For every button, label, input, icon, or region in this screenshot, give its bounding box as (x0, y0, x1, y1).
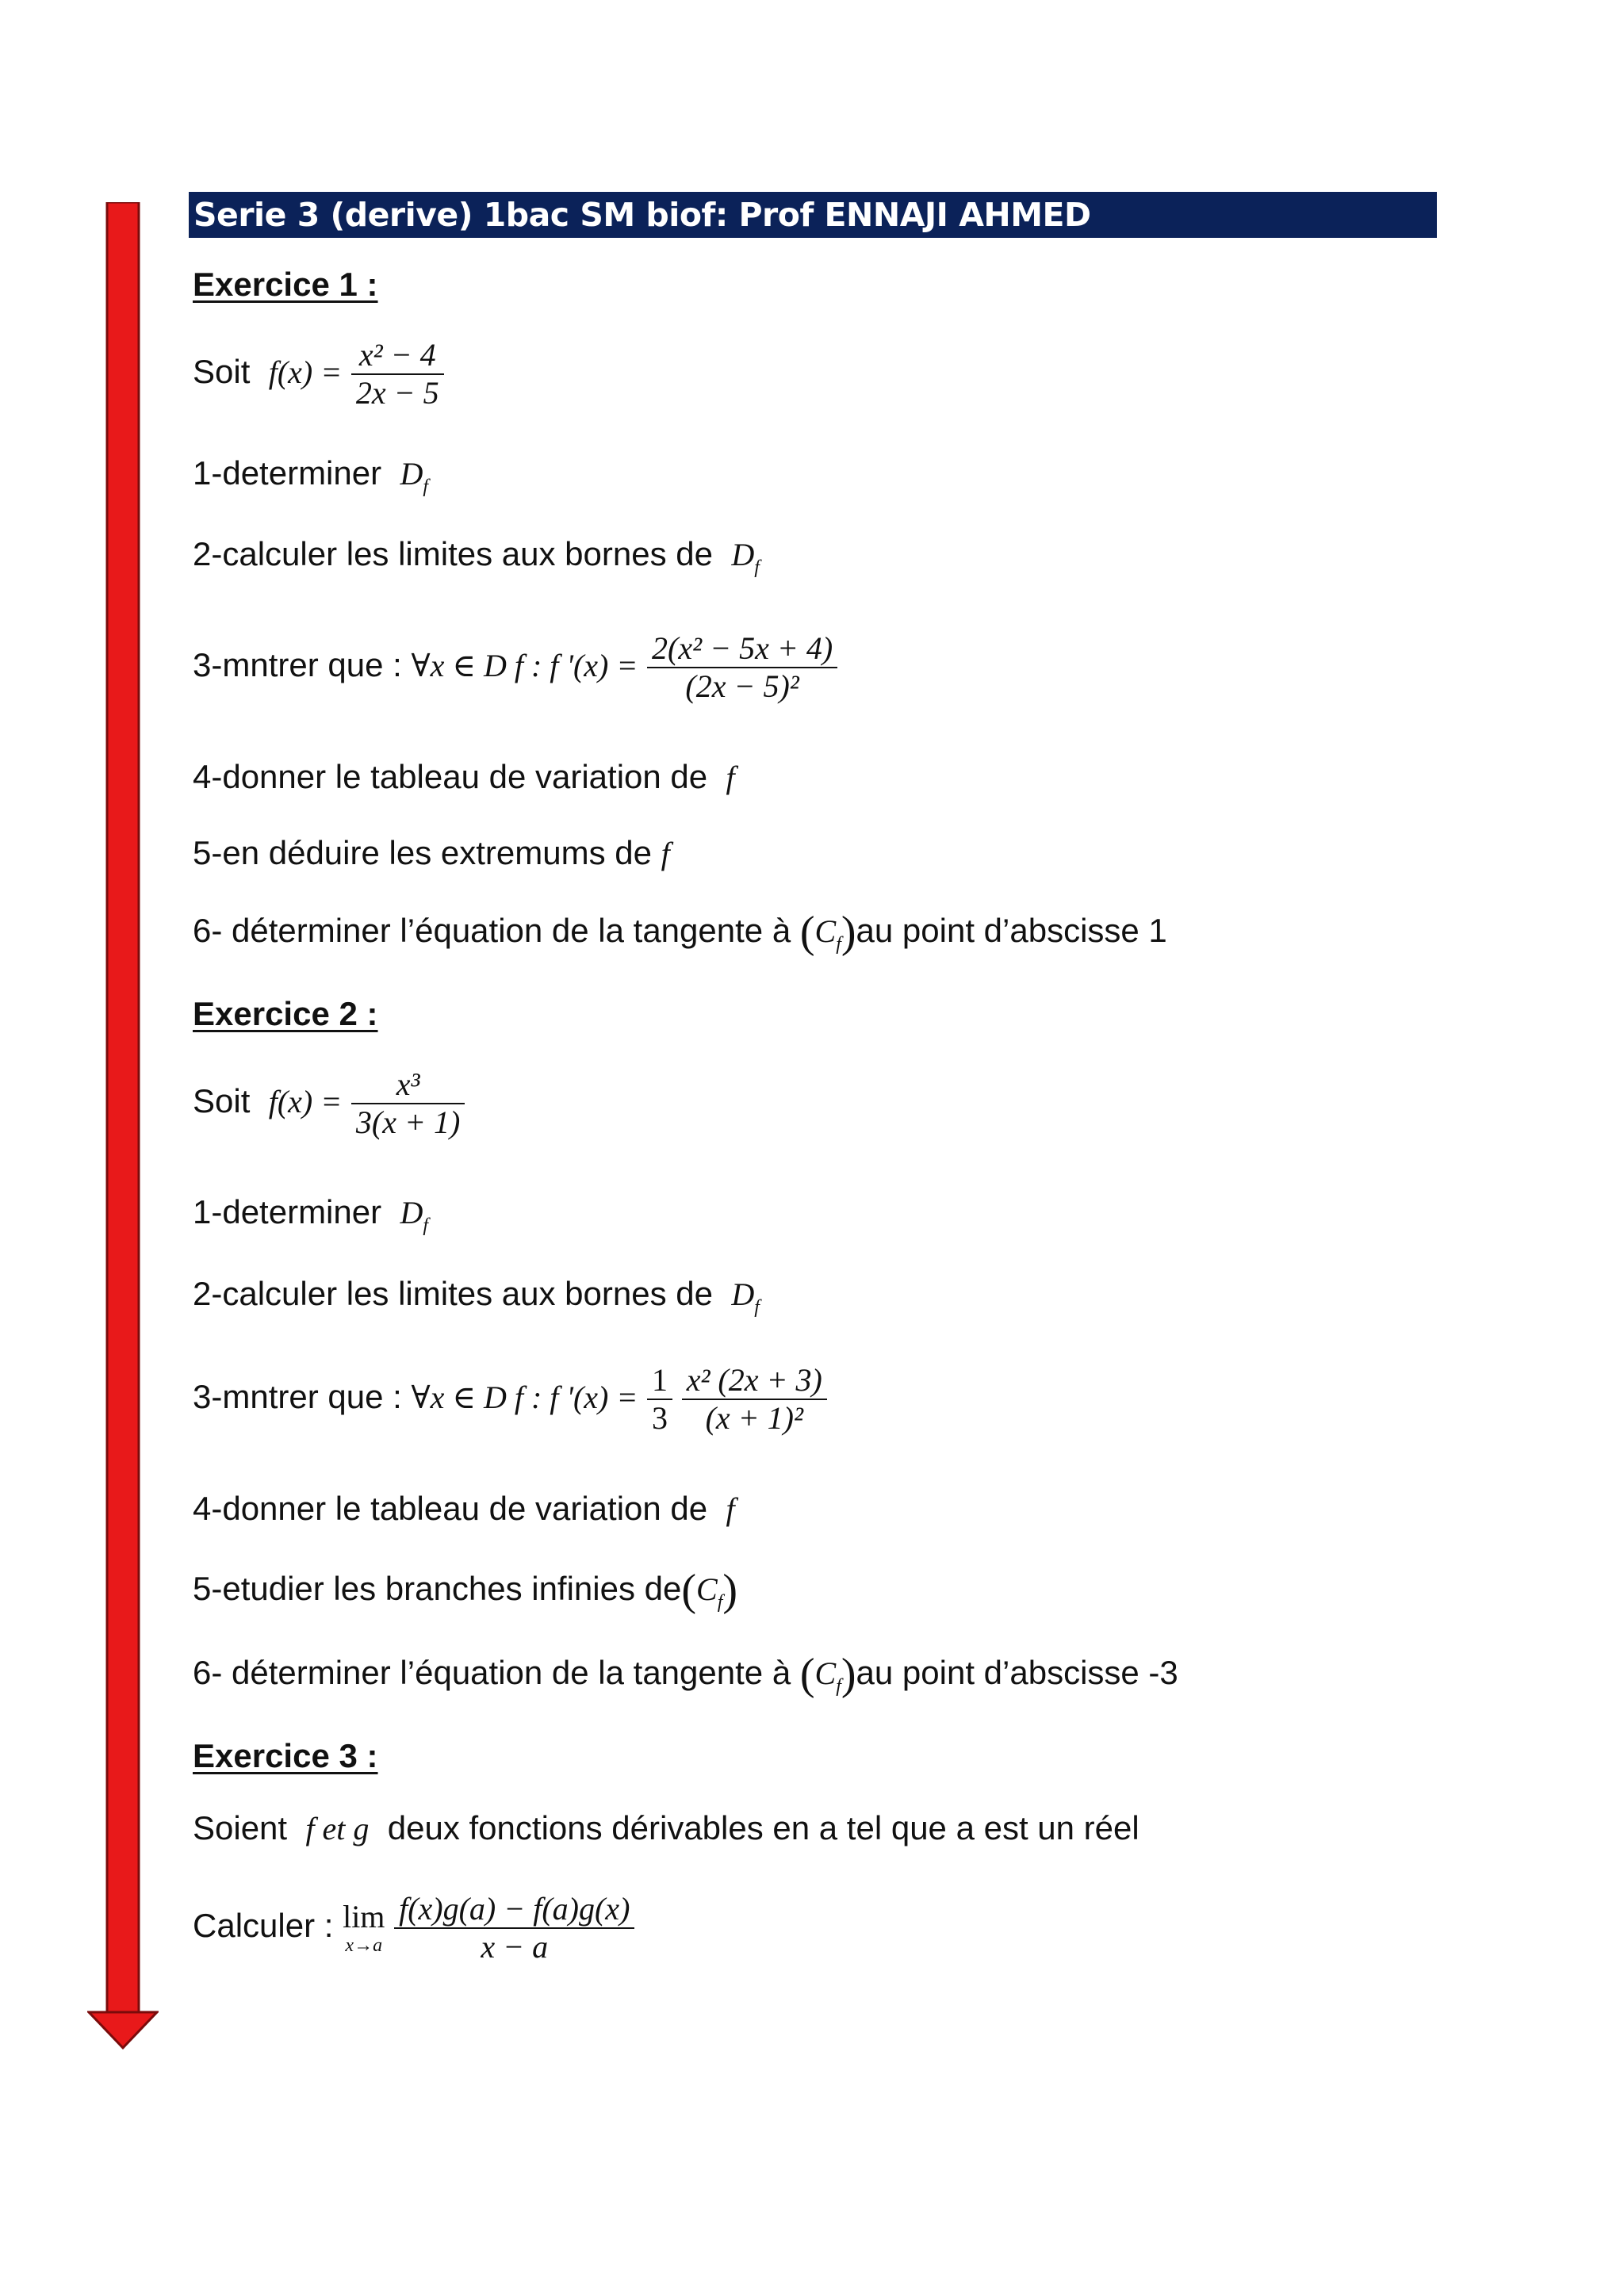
ex3-f-and-g: f et g (305, 1811, 370, 1846)
function-symbol: f (661, 836, 670, 871)
ex1-question-2 (193, 535, 760, 578)
ex1-question-3 (193, 630, 837, 705)
ex2-q6-text-b: au point d’abscisse -3 (856, 1654, 1178, 1691)
ex1-question-1 (193, 454, 429, 497)
ex2-fraction (351, 1066, 465, 1141)
ex3-text: deux fonctions dérivables en a tel que a est un réel (387, 1809, 1139, 1846)
function-symbol: f (726, 760, 735, 795)
ex3-statement (193, 1809, 1139, 1846)
ex2-q3-fraction-1 (647, 1362, 672, 1437)
function-symbol: f (726, 1491, 735, 1527)
ex1-q2-text: 2-calculer les limites aux bornes de (193, 535, 713, 572)
ex2-soit: Soit (193, 1082, 251, 1120)
ex1-soit: Soit (193, 353, 251, 391)
ex2-q5-text: 5-etudier les branches infinies de (193, 1570, 682, 1607)
left-paren: ( (681, 1566, 697, 1615)
right-paren: ) (841, 908, 856, 957)
right-paren: ) (841, 1650, 856, 1699)
page-title: Serie 3 (derive) 1bac SM biof: Prof ENNAJI AHMED (189, 192, 1437, 238)
domain-subscript: f (754, 1297, 760, 1318)
ex2-q3-frac1-denominator: 3 (652, 1400, 668, 1436)
ex3-calculer: Calculer : (193, 1907, 334, 1945)
ex2-q3-denominator: (x + 1)² (705, 1400, 803, 1436)
ex1-question-5 (193, 836, 670, 870)
right-paren: ) (722, 1566, 738, 1615)
ex2-q6-text-a: 6- déterminer l’équation de la tangente à (193, 1654, 791, 1691)
domain-subscript: f (423, 1215, 429, 1236)
ex2-f-of-x: f(x) = (268, 1084, 343, 1120)
ex1-question-6 (193, 910, 1167, 955)
ex2-numerator: x³ (351, 1066, 465, 1104)
curve-subscript: f (836, 1676, 841, 1697)
left-paren: ( (799, 908, 815, 957)
lim-text: lim (343, 1899, 385, 1934)
domain-symbol: D (731, 537, 755, 572)
exercise-3-title: Exercice 3 : (193, 1737, 378, 1774)
ex3-limit (193, 1891, 634, 1965)
ex2-q1-text: 1-determiner (193, 1193, 382, 1230)
exercise-1-title: Exercice 1 : (193, 266, 378, 303)
ex2-q3-text: 3-mntrer que : (193, 1378, 402, 1416)
ex2-question-6 (193, 1652, 1178, 1697)
ex1-fraction (351, 337, 444, 411)
curve-symbol: C (814, 913, 837, 949)
curve-subscript: f (717, 1592, 723, 1613)
ex1-q4-text: 4-donner le tableau de variation de (193, 758, 708, 795)
ex1-denominator: 2x − 5 (355, 375, 439, 411)
ex1-q3-text: 3-mntrer que : (193, 646, 402, 684)
ex2-q3-numerator: x² (2x + 3) (682, 1362, 827, 1400)
ex1-numerator: x² − 4 (351, 337, 444, 375)
domain-symbol: D (731, 1276, 755, 1312)
ex2-question-2 (193, 1277, 760, 1317)
domain-subscript: f (754, 557, 760, 578)
ex2-q2-text: 2-calculer les limites aux bornes de (193, 1275, 713, 1312)
ex1-q5-text: 5-en déduire les extremums de (193, 834, 652, 871)
ex1-q3-denominator: (2x − 5)² (685, 668, 799, 704)
limit-operator (343, 1901, 385, 1955)
ex1-function-definition (193, 337, 444, 411)
ex1-q1-text: 1-determiner (193, 454, 382, 492)
ex2-question-1 (193, 1193, 429, 1236)
ex2-q3-frac1-numerator: 1 (647, 1362, 672, 1400)
lim-subscript: x→a (345, 1935, 383, 1956)
ex2-question-4 (193, 1492, 735, 1525)
ex3-denominator: x − a (481, 1929, 549, 1965)
ex2-question-3 (193, 1362, 827, 1437)
ex3-numerator: f(x)g(a) − f(a)g(x) (394, 1891, 634, 1929)
ex3-soient: Soient (193, 1809, 288, 1846)
ex1-q3-fraction (647, 630, 837, 705)
ex1-question-4 (193, 760, 735, 794)
ex1-f-of-x: f(x) = (268, 354, 343, 391)
ex2-q4-text: 4-donner le tableau de variation de (193, 1490, 708, 1527)
ex1-q6-text-a: 6- déterminer l’équation de la tangente à (193, 912, 791, 949)
red-down-arrow (87, 202, 159, 2049)
ex1-q3-numerator: 2(x² − 5x + 4) (647, 630, 837, 668)
ex2-denominator: 3(x + 1) (355, 1104, 461, 1140)
curve-symbol: C (814, 1655, 837, 1691)
ex2-q3-fraction-2 (682, 1362, 827, 1437)
ex2-question-5 (193, 1568, 737, 1613)
ex2-function-definition (193, 1066, 465, 1141)
domain-symbol: D (400, 456, 423, 492)
domain-subscript: f (423, 476, 429, 497)
left-paren: ( (799, 1650, 815, 1699)
curve-subscript: f (836, 934, 841, 955)
ex3-fraction (394, 1891, 634, 1965)
exercise-2-title: Exercice 2 : (193, 995, 378, 1032)
ex2-q3-expression: ∀x ∈ D f : f '(x) = (411, 1380, 638, 1416)
ex1-q3-expression: ∀x ∈ D f : f '(x) = (411, 648, 638, 684)
ex1-q6-text-b: au point d’abscisse 1 (856, 912, 1167, 949)
domain-symbol: D (400, 1195, 423, 1230)
curve-symbol: C (696, 1571, 718, 1607)
